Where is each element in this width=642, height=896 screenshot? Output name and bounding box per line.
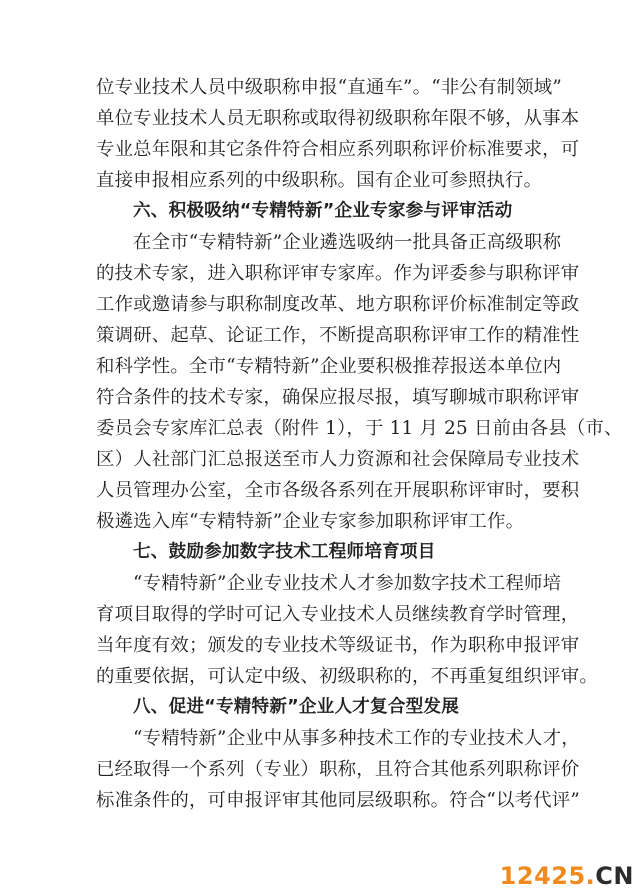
section-heading-6: 六、积极吸纳“专精特新”企业专家参与评审活动	[133, 201, 513, 221]
watermark-suffix: CN	[595, 862, 634, 890]
paragraph-line: 的重要依据，可认定中级、初级职称的，不再重复组织评审。	[96, 666, 598, 687]
site-watermark	[500, 862, 634, 890]
paragraph-line: 极遴选入库“专精特新”企业专家参加职称评审工作。	[96, 511, 525, 532]
paragraph-line: 已经取得一个系列（专业）职称，且符合其他系列职称评价	[96, 759, 580, 780]
paragraph-line: 专业总年限和其它条件符合相应系列职称评价标准要求，可	[96, 139, 580, 160]
section-heading-7: 七、鼓励参加数字技术工程师培育项目	[133, 542, 436, 562]
paragraph-line: 在全市“专精特新”企业遴选吸纳一批具备正高级职称	[133, 232, 562, 253]
paragraph-line: 策调研、起草、论证工作，不断提高职称评审工作的精准性	[96, 325, 580, 346]
paragraph-line: 的技术专家，进入职称评审专家库。作为评委参与职称评审	[96, 263, 580, 284]
paragraph-line: 当年度有效；颁发的专业技术等级证书，作为职称申报评审	[96, 635, 580, 656]
paragraph-line: “专精特新”企业专业技术人才参加数字技术工程师培	[133, 573, 562, 594]
paragraph-line: “专精特新”企业中从事多种技术工作的专业技术人才，	[133, 728, 580, 749]
paragraph-line: 单位专业技术人员无职称或取得初级职称年限不够，从事本	[96, 108, 580, 129]
paragraph-line: 工作或邀请参与职称制度改革、地方职称评价标准制定等政	[96, 294, 580, 315]
watermark-number: 12425	[499, 862, 586, 890]
document-body	[96, 72, 623, 816]
paragraph-line: 委员会专家库汇总表（附件 1），于 11 月 25 日前由各县（市、	[96, 418, 623, 439]
paragraph-line: 直接申报相应系列的中级职称。国有企业可参照执行。	[96, 170, 543, 191]
watermark-dot: .	[585, 862, 596, 890]
section-heading-8: 八、促进“专精特新”企业人才复合型发展	[133, 697, 460, 717]
paragraph-line: 育项目取得的学时可记入专业技术人员继续教育学时管理，	[96, 604, 580, 625]
paragraph-line: 符合条件的技术专家，确保应报尽报，填写聊城市职称评审	[96, 387, 580, 408]
paragraph-line: 区）人社部门汇总报送至市人力资源和社会保障局专业技术	[96, 449, 580, 470]
paragraph-line: 位专业技术人员中级职称申报“直通车”。“非公有制领域”	[96, 77, 562, 98]
paragraph-line: 和科学性。全市“专精特新”企业要积极推荐报送本单位内	[96, 356, 562, 377]
paragraph-line: 标准条件的，可申报评审其他同层级职称。符合“以考代评”	[96, 790, 580, 811]
paragraph-line: 人员管理办公室，全市各级各系列在开展职称评审时，要积	[96, 480, 580, 501]
